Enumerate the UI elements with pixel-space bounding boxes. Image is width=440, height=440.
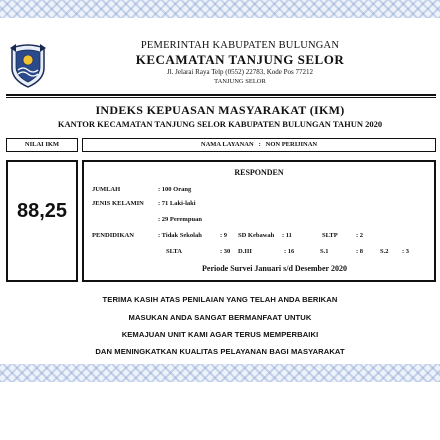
nilai-ikm-value: 88,25 xyxy=(16,200,68,222)
service-name-box xyxy=(82,138,436,152)
letterhead-office: KECAMATAN TANJUNG SELOR xyxy=(135,52,345,67)
edu-d3-value: : 16 xyxy=(284,248,295,255)
service-name-value: NON PERIJINAN xyxy=(265,141,318,148)
edu-tidak-sekolah-value: : 9 xyxy=(220,232,228,239)
decorative-border-top xyxy=(0,0,440,18)
gender-female: : 29 Perempuan xyxy=(158,216,202,223)
closing-line-1: TERIMA KASIH ATAS PENILAIAN YANG TELAH ANDA BERIKAN xyxy=(102,295,338,304)
letterhead-government: PEMERINTAH KABUPATEN BULUNGAN xyxy=(140,40,340,51)
jumlah-value: : 100 Orang xyxy=(158,186,192,193)
letterhead-city: TANJUNG SELOR xyxy=(214,78,266,85)
decorative-border-bottom xyxy=(0,364,440,382)
closing-line-3: KEMAJUAN UNIT KAMI AGAR TERUS MEMPERBAIKI xyxy=(121,330,319,339)
closing-line-4: DAN MENINGKATKAN KUALITAS PELAYANAN BAGI MASYARAKAT xyxy=(95,347,345,356)
respondent-title: RESPONDEN xyxy=(234,168,284,177)
nilai-ikm-box xyxy=(6,160,78,282)
page-subtitle: KANTOR KECAMATAN TANJUNG SELOR KABUPATEN BULUNGAN TAHUN 2020 xyxy=(57,119,383,129)
gender-label: JENIS KELAMIN xyxy=(92,200,144,207)
letterhead-divider xyxy=(6,94,436,96)
letterhead-address: Jl. Jelarai Raya Telp (0552) 22783, Kode Pos 77212 xyxy=(167,68,313,76)
closing-line-2: MASUKAN ANDA SANGAT BERMANFAAT UNTUK xyxy=(128,313,312,322)
edu-tidak-sekolah-label: : Tidak Sekolah xyxy=(158,232,202,239)
service-name-line xyxy=(83,139,435,151)
edu-sd-label: SD Kebawah xyxy=(238,232,275,239)
edu-slta-label: SLTA xyxy=(166,248,182,255)
nilai-ikm-header xyxy=(6,138,78,152)
letterhead xyxy=(0,40,440,92)
edu-sltp-value: : 2 xyxy=(356,232,364,239)
nilai-ikm-label: NILAI IKM xyxy=(24,141,60,148)
education-label: PENDIDIKAN xyxy=(92,232,134,239)
edu-s1-value: : 8 xyxy=(356,248,364,255)
gender-male: : 71 Laki-laki xyxy=(158,200,196,207)
edu-slta-value: : 30 xyxy=(220,248,231,255)
edu-sltp-label: SLTP xyxy=(322,232,338,239)
letterhead-divider-thin xyxy=(6,97,436,98)
survey-period: Periode Survei Januari s/d Desember 2020 xyxy=(202,264,347,273)
edu-s1-label: S.1 xyxy=(320,248,329,255)
edu-sd-value: : 11 xyxy=(282,232,292,239)
service-name-label: NAMA LAYANAN xyxy=(200,141,254,148)
edu-s2-value: : 3 xyxy=(402,248,410,255)
respondent-box xyxy=(82,160,436,282)
regency-emblem-icon xyxy=(8,42,48,88)
page-title: INDEKS KEPUASAN MASYARAKAT (IKM) xyxy=(95,103,345,117)
service-name-separator: : xyxy=(258,141,261,148)
edu-s2-label: S.2 xyxy=(380,248,389,255)
jumlah-label: JUMLAH xyxy=(92,186,121,193)
edu-d3-label: D.III xyxy=(238,248,252,255)
